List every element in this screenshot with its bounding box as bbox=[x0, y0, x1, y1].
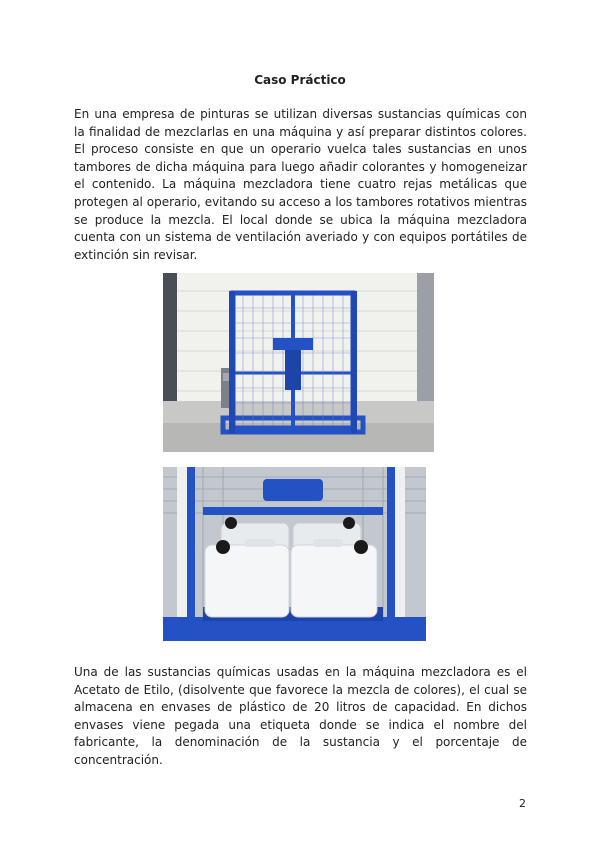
page-number: 2 bbox=[519, 797, 526, 810]
acetate-paragraph: Una de las sustancias químicas usadas en la máquina mezcladora es el Acetato de Etilo, (disolvente que favorece la mezcla de colores), el cual se almacena en envases de plástico de 20 litros de capacidad. En dichos envases viene pegada una etiqueta donde se indica el nombre del fabricante, la denominación de la sustancia y el porcentaje de concentración. bbox=[74, 665, 527, 767]
intro-paragraph: En una empresa de pinturas se utilizan diversas sustancias químicas con la finalidad de mezclarlas en una máquina y así preparar distintos colores. El proceso consiste en que un operario vuelca tales sustancias en unos tambores de dicha máquina para luego añadir colorantes y homogeneizar el contenido. La máquina mezcladora tiene cuatro rejas metálicas que protegen al operario, evitando su acceso a los tambores rotativos mientras se produce la mezcla. El local donde se ubica la máquina mezcladora cuenta con un sistema de ventilación averiado y con equipos portátiles de extinción sin revisar. bbox=[74, 107, 527, 262]
page-title: Caso Práctico bbox=[254, 73, 346, 87]
mixer-machine-photo bbox=[163, 273, 434, 452]
containers-photo bbox=[163, 467, 426, 641]
